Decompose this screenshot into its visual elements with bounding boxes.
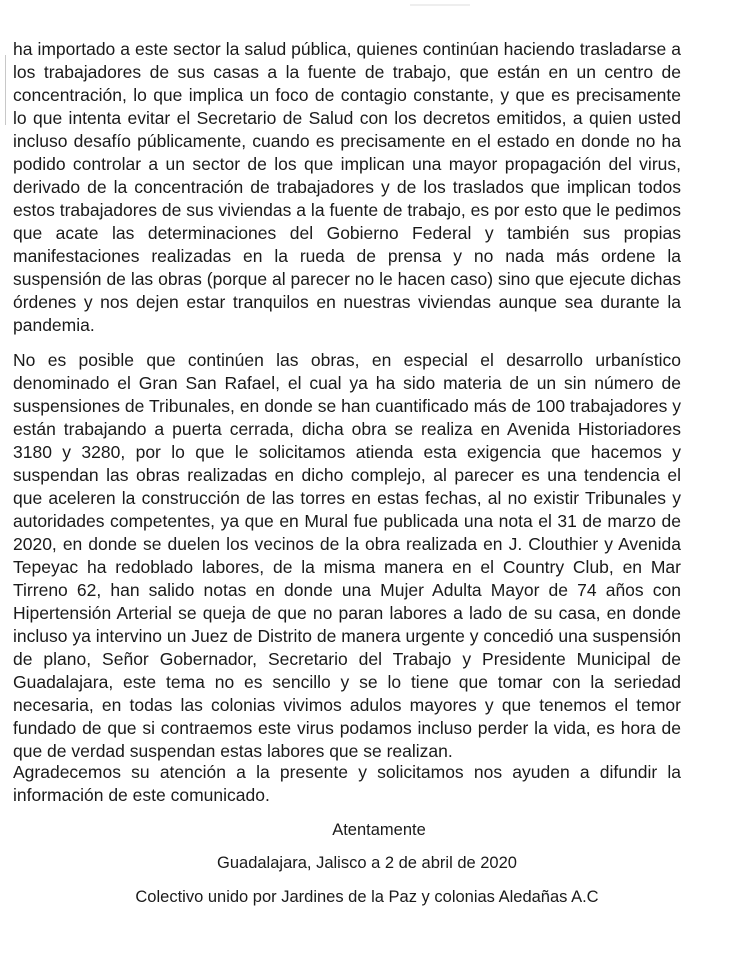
closing-salutation: Atentamente — [332, 821, 426, 839]
signature-organization: Colectivo unido por Jardines de la Paz y colonias Aledañas A.C — [135, 888, 599, 906]
body-paragraph-1: ha importado a este sector la salud pública, quienes continúan haciendo trasladarse a los trabajadores de sus casas a la fuente de trabajo, que están en un centro de concentración, lo que implica un foco de contagio constante, y que es precisamente lo que intenta evitar el Secretario de Salud con los decretos emitidos, a quien usted incluso desafío públicamente, cuando es precisamente en el estado en donde no ha podido controlar a un sector de los que implican una mayor propagación del virus, derivado de la concentración de trabajadores y de los traslados que implican todos estos trabajadores de sus viviendas a la fuente de trabajo, es por esto que le pedimos que acate las determinaciones del Gobierno Federal y también sus propias manifestaciones realizadas en la rueda de prensa y no nada más ordene la suspensión de las obras (porque al parecer no le hacen caso) sino que ejecute dichas órdenes y nos dejen estar tranquilos en nuestras viviendas aunque sea durante la pandemia. — [13, 39, 681, 335]
place-and-date: Guadalajara, Jalisco a 2 de abril de 2020 — [217, 854, 517, 872]
body-paragraph-3: Agradecemos su atención a la presente y solicitamos nos ayuden a difundir la información de este comunicado. — [13, 762, 681, 805]
page-top-smudge — [410, 4, 470, 6]
left-margin-mark — [5, 55, 6, 125]
body-paragraph-2: No es posible que continúen las obras, en especial el desarrollo urbanístico denominado el Gran San Rafael, el cual ya ha sido materia de un sin número de suspensiones de Tribunales, en donde se han cuantificado más de 100 trabajadores y están trabajando a puerta cerrada, dicha obra se realiza en Avenida Historiadores 3180 y 3280, por lo que le solicitamos atienda esta exigencia que hacemos y suspendan las obras realizadas en dicho complejo, al parecer es una tendencia el que aceleren la construcción de las torres en estas fechas, al no existir Tribunales y autoridades competentes, ya que en Mural fue publicada una nota el 31 de marzo de 2020, en donde se duelen los vecinos de la obra realizada en J. Clouthier y Avenida Tepeyac ha redoblado labores, de la misma manera en el Country Club, en Mar Tirreno 62, han salido notas en donde una Mujer Adulta Mayor de 74 años con Hipertensión Arterial se queja de que no paran labores a lado de su casa, en donde incluso ya intervino un Juez de Distrito de manera urgente y concedió una suspensión de plano, Señor Gobernador, Secretario del Trabajo y Presidente Municipal de Guadalajara, este tema no es sencillo y se lo tiene que tomar con la seriedad necesaria, en todas las colonias vivimos adulos mayores y que tenemos el temor fundado de que si contraemos este virus podamos incluso perder la vida, es hora de que de verdad suspendan estas labores que se realizan. — [13, 350, 681, 761]
